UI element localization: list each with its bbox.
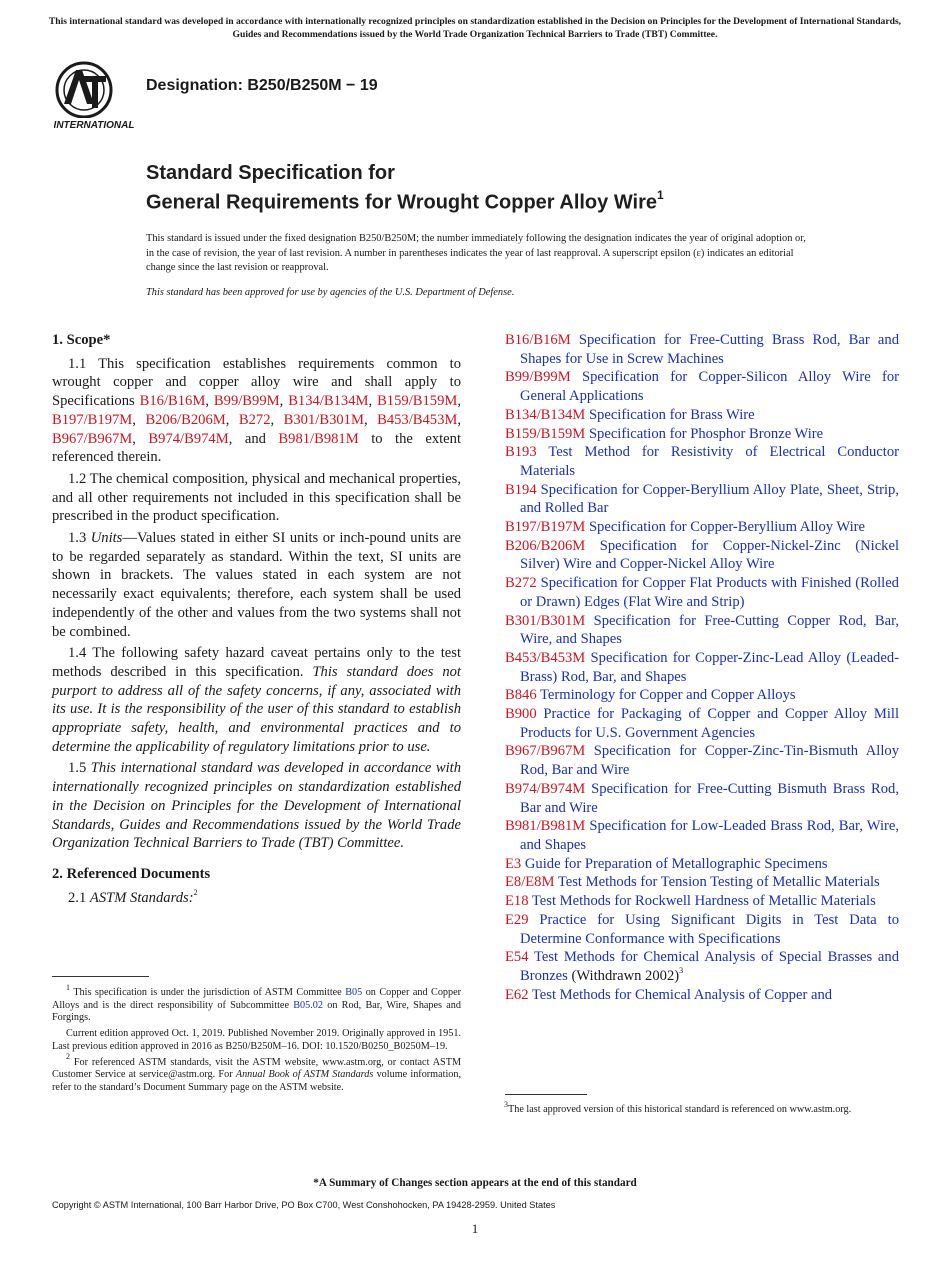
left-column <box>52 331 461 910</box>
reference-item <box>505 855 899 874</box>
reference-item <box>505 368 899 405</box>
reference-title[interactable]: Specification for Copper-Beryllium Alloy Plate, Sheet, Strip, and Rolled Bar <box>520 481 899 517</box>
reference-code[interactable]: B974/B974M <box>505 780 586 797</box>
reference-item <box>505 481 899 518</box>
reference-item <box>505 518 899 537</box>
reference-title[interactable]: Test Methods for Chemical Analysis of Special Brasses and Bronzes <box>520 949 899 984</box>
ref-link-b99[interactable]: B99/B99M <box>213 393 280 410</box>
reference-title[interactable]: Test Methods for Chemical Analysis of Copper and <box>531 986 833 1003</box>
ref-link-b16[interactable]: B16/B16M <box>139 393 206 410</box>
footnote-1: $^1$ This specification is under the jurisdiction of ASTM Committee B05 on Copper and Copper Alloys and is the direct responsibility of Subcommittee B05.02 on Rod, Bar, Wire, Shapes and Forgings. <box>52 982 462 1024</box>
reference-item <box>505 649 899 686</box>
section-1-heading: 1. Scope* <box>52 332 111 348</box>
ref-link-b301[interactable]: B301/B301M <box>283 411 364 428</box>
reference-item <box>505 406 899 425</box>
ref-link-b159[interactable]: B159/B159M <box>377 393 458 410</box>
reference-code[interactable]: B900 <box>505 706 537 723</box>
ref-link-b453[interactable]: B453/B453M <box>377 411 458 428</box>
reference-code[interactable]: E8/E8M <box>505 874 555 891</box>
approved-note: This standard has been approved for use by agencies of the U.S. Department of Defense. <box>146 287 515 298</box>
issued-note: This standard is issued under the fixed designation B250/B250M; the number immediately following the designation indicates the year of original adoption or, in the case of revision, the year of last revision. A number in parentheses indicates the year of last reapproval. A superscript epsilon (ε) indicates an editorial change since the last revision or reapproval. <box>146 233 806 273</box>
reference-code[interactable]: B206/B206M <box>505 537 586 554</box>
reference-item <box>505 911 899 948</box>
reference-code[interactable]: B134/B134M <box>505 406 586 423</box>
paragraph-1-1: 1.1 This specification establishes requirements common to wrought copper and copper alloy wire and shall apply to Specifications B16/B16M, B99/B99M, B134/B134M, B159/B159M, B197/B197M, B206/B206M, B272, B301/B301M, B453/B453M, B967/B967M, B974/B974M, and B981/B981M to the extent referenced therein. <box>52 355 462 466</box>
title-line-2: General Requirements for Wrought Copper Alloy Wire$^1$ <box>146 188 664 214</box>
title-line-1: Standard Specification for <box>146 162 395 184</box>
withdrawn-note: (Withdrawn 2002) <box>571 967 680 984</box>
reference-code[interactable]: B16/B16M <box>505 332 571 348</box>
reference-item <box>505 686 899 705</box>
document-title <box>146 161 664 215</box>
reference-title[interactable]: Practice for Using Significant Digits in Test Data to Determine Conformance with Specifications <box>520 911 899 947</box>
reference-title[interactable]: Specification for Brass Wire <box>588 406 755 423</box>
summary-note: *A Summary of Changes section appears at the end of this standard <box>313 1177 637 1189</box>
reference-code[interactable]: B981/B981M <box>505 818 586 835</box>
reference-item <box>505 892 899 911</box>
top-notice: This international standard was developed in accordance with internationally recognized principles on standardization established in the Decision on Principles for the Development of International Standards, Guides and Recommendations issued by the World Trade Organization Technical Barriers to Trade (TBT) Committee. <box>48 16 902 40</box>
reference-title[interactable]: Specification for Copper-Nickel-Zinc (Nickel Silver) Wire and Copper-Nickel Alloy Wire <box>520 537 899 573</box>
reference-code[interactable]: B99/B99M <box>505 369 571 386</box>
reference-title[interactable]: Specification for Free-Cutting Bismuth Brass Rod, Bar and Wire <box>520 780 899 816</box>
footnote-1-edition: Current edition approved Oct. 1, 2019. Published November 2019. Originally approved in 1951. Last previous edition approved in 2016 as B250/B250M–16. DOI: 10.1520/B0250_B0250M–19. <box>52 1028 461 1052</box>
reference-title[interactable]: Specification for Copper-Zinc-Tin-Bismuth Alloy Rod, Bar and Wire <box>520 743 899 779</box>
reference-title[interactable]: Test Methods for Tension Testing of Metallic Materials <box>557 874 880 891</box>
ref-link-b272[interactable]: B272 <box>238 411 271 428</box>
reference-item <box>505 537 899 574</box>
logo-wordmark: INTERNATIONAL <box>54 120 134 131</box>
reference-code[interactable]: B272 <box>505 575 537 592</box>
reference-item <box>505 742 899 779</box>
ref-link-b197[interactable]: B197/B197M <box>52 411 133 428</box>
reference-item <box>505 780 899 817</box>
reference-title[interactable]: Specification for Copper-Silicon Alloy Wire for General Applications <box>520 369 899 405</box>
reference-code[interactable]: E29 <box>505 911 529 928</box>
footnotes-left <box>52 982 462 1098</box>
reference-code[interactable]: B193 <box>505 444 537 461</box>
footnote-3: $^3$The last approved version of this historical standard is referenced on www.astm.org. <box>504 1099 852 1115</box>
ref-link-b974[interactable]: B974/B974M <box>148 430 229 447</box>
reference-item <box>505 574 899 611</box>
reference-title[interactable]: Specification for Copper-Beryllium Alloy Wire <box>588 519 866 536</box>
designation: Designation: B250/B250M − 19 <box>146 77 378 94</box>
reference-code[interactable]: E54 <box>505 949 529 966</box>
reference-item <box>505 612 899 649</box>
reference-title[interactable]: Guide for Preparation of Metallographic Specimens <box>524 855 828 872</box>
paragraph-2-1: 2.1 ASTM Standards:$^2$ <box>68 887 198 906</box>
reference-code[interactable]: B301/B301M <box>505 612 586 629</box>
reference-title[interactable]: Specification for Copper-Zinc-Lead Alloy (Leaded-Brass) Rod, Bar, and Shapes <box>520 649 899 685</box>
reference-title[interactable]: Specification for Free-Cutting Copper Rod, Bar, Wire, and Shapes <box>520 612 899 648</box>
footnote-divider <box>505 1094 587 1095</box>
reference-item <box>505 705 899 742</box>
reference-code[interactable]: B967/B967M <box>505 743 586 760</box>
reference-item <box>505 986 899 1005</box>
reference-code[interactable]: B159/B159M <box>505 425 586 442</box>
reference-code[interactable]: B846 <box>505 687 537 704</box>
reference-code[interactable]: E62 <box>505 986 529 1003</box>
reference-item <box>505 331 899 368</box>
reference-title[interactable]: Specification for Phosphor Bronze Wire <box>588 425 824 442</box>
reference-code[interactable]: B453/B453M <box>505 649 586 666</box>
reference-title[interactable]: Terminology for Copper and Copper Alloys <box>540 687 796 704</box>
references-list <box>505 331 899 1004</box>
committee-link[interactable]: B05 <box>345 987 363 998</box>
reference-code[interactable]: E18 <box>505 893 529 910</box>
footnote-2: $^2$ For referenced ASTM standards, visit the ASTM website, www.astm.org, or contact ASTM Customer Service at service@astm.org. For Annual Book of ASTM Standards volume information, refer to the standard’s Document Summary page on the ASTM website. <box>52 1052 462 1093</box>
reference-title[interactable]: Specification for Free-Cutting Brass Rod, Bar and Shapes for Use in Screw Machines <box>520 332 899 367</box>
reference-item <box>505 425 899 444</box>
reference-item: E54 Test Methods for Chemical Analysis of Special Brasses and Bronzes (Withdrawn 2002)$^3$ <box>505 949 899 984</box>
paragraph-1-5: 1.5 This international standard was developed in accordance with internationally recognized principles on standardization established in the Decision on Principles for the Development of International Standards, Guides and Recommendations issued by the World Trade Organization Technical Barriers to Trade (TBT) Committee. <box>52 760 462 852</box>
reference-title[interactable]: Specification for Low-Leaded Brass Rod, Bar, Wire, and Shapes <box>520 818 899 853</box>
reference-title[interactable]: Specification for Copper Flat Products with Finished (Rolled or Drawn) Edges (Flat Wire and Strip) <box>520 575 899 610</box>
paragraph-1-2: 1.2 The chemical composition, physical and mechanical properties, and all other requirements not included in this specification shall be prescribed in the product specification. <box>52 470 461 525</box>
ref-link-b134[interactable]: B134/B134M <box>288 393 369 410</box>
section-2-heading: 2. Referenced Documents <box>52 865 211 882</box>
reference-code[interactable]: B194 <box>505 481 537 498</box>
paragraph-1-4: 1.4 The following safety hazard caveat pertains only to the test methods described in this specification. This standard does not purport to address all of the safety concerns, if any, associated with its use. It is the responsibility of the user of this standard to establish appropriate safety, health, and environmental practices and to determine the applicability of regulatory limitations prior to use. <box>52 645 461 755</box>
ref-link-b981[interactable]: B981/B981M <box>278 430 359 447</box>
copyright: Copyright © ASTM International, 100 Barr Harbor Drive, PO Box C700, West Conshohocken, PA 19428-2959. United States <box>52 1200 556 1210</box>
reference-title[interactable]: Practice for Packaging of Copper and Copper Alloy Mill Products for U.S. Government Agencies <box>520 706 899 741</box>
paragraph-1-3: 1.3 Units—Values stated in either SI units or inch-pound units are to be regarded separately as standard. Within the text, SI units are shown in brackets. The values stated in each system are not necessarily exact equivalents; therefore, each system shall be used independently of the other and values from the two systems shall not be combined. <box>52 530 461 640</box>
reference-item <box>505 873 899 892</box>
reference-item <box>505 817 899 854</box>
subcommittee-link[interactable]: B05.02 <box>293 999 323 1011</box>
page-number: 1 <box>471 1221 479 1236</box>
ref-link-b206[interactable]: B206/B206M <box>145 411 226 428</box>
ref-link-b967[interactable]: B967/B967M <box>52 430 133 447</box>
astm-logo-icon <box>54 56 134 134</box>
reference-code[interactable]: B197/B197M <box>505 519 586 536</box>
reference-code[interactable]: E3 <box>505 855 522 872</box>
reference-title[interactable]: Test Methods for Rockwell Hardness of Metallic Materials <box>531 893 876 910</box>
title-footnote-mark: 1 <box>657 188 664 202</box>
reference-item <box>505 443 899 480</box>
footnote-divider <box>52 976 149 977</box>
footnotes-right <box>490 1099 899 1120</box>
reference-title[interactable]: Test Method for Resistivity of Electrical Conductor Materials <box>520 444 899 479</box>
